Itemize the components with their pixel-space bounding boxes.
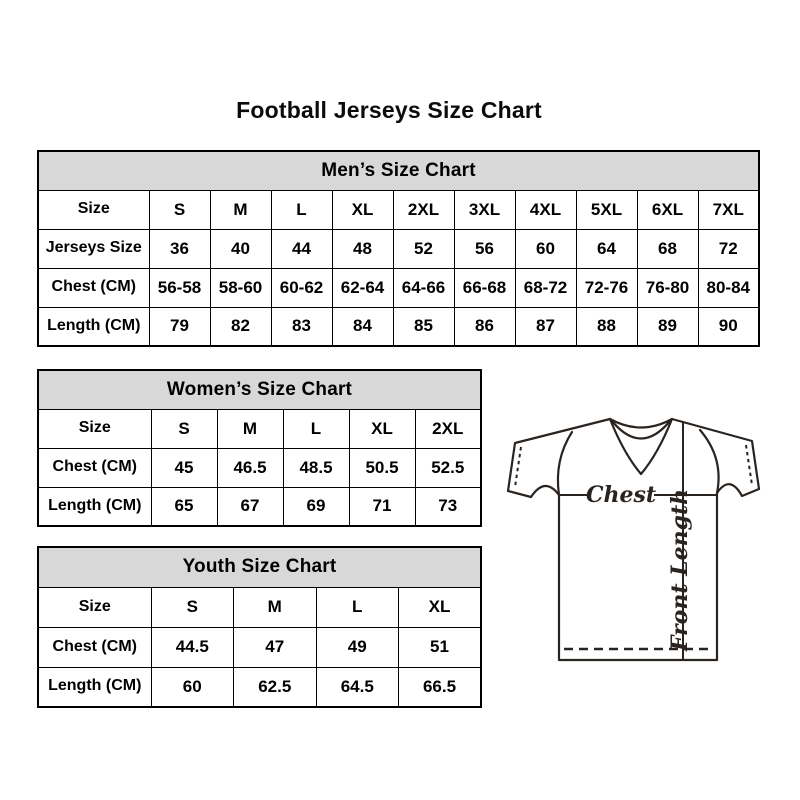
row-label: Size: [38, 190, 149, 229]
jersey-diagram-svg: [502, 410, 774, 674]
table-cell: S: [151, 587, 234, 627]
youth-size-table: [37, 546, 482, 708]
table-cell: 52.5: [415, 448, 481, 487]
table-cell: 86: [454, 307, 515, 346]
table-cell: 52: [393, 229, 454, 268]
left-cuff-dashed-line: [515, 447, 521, 487]
table-cell: 2XL: [393, 190, 454, 229]
table-cell: M: [234, 587, 317, 627]
table-cell: 76-80: [637, 268, 698, 307]
table-cell: 51: [399, 627, 482, 667]
table-cell: 83: [271, 307, 332, 346]
table-cell: 72-76: [576, 268, 637, 307]
table-cell: 56-58: [149, 268, 210, 307]
table-cell: 60: [515, 229, 576, 268]
table-cell: 45: [151, 448, 217, 487]
table-cell: 85: [393, 307, 454, 346]
table-cell: 50.5: [349, 448, 415, 487]
measurement-lines: [559, 421, 717, 660]
table-cell: XL: [399, 587, 482, 627]
table-cell: L: [271, 190, 332, 229]
table-cell: 60-62: [271, 268, 332, 307]
table-cell: 40: [210, 229, 271, 268]
table-row: [38, 307, 759, 346]
table-cell: 62.5: [234, 667, 317, 707]
table-cell: 62-64: [332, 268, 393, 307]
table-cell: 44: [271, 229, 332, 268]
table-cell: S: [151, 409, 217, 448]
row-label: Length (CM): [38, 667, 151, 707]
table-cell: 87: [515, 307, 576, 346]
table-header-row: [38, 151, 759, 190]
table-cell: 46.5: [217, 448, 283, 487]
table-cell: 72: [698, 229, 759, 268]
table-row: [38, 190, 759, 229]
table-row: [38, 409, 481, 448]
table-cell: 49: [316, 627, 399, 667]
table-row: [38, 229, 759, 268]
table-cell: 47: [234, 627, 317, 667]
table-row: [38, 448, 481, 487]
table-header-row: [38, 547, 481, 587]
table-cell: 71: [349, 487, 415, 526]
table-cell: 69: [283, 487, 349, 526]
table-cell: M: [210, 190, 271, 229]
table-row: [38, 268, 759, 307]
table-cell: 89: [637, 307, 698, 346]
table-cell: M: [217, 409, 283, 448]
table-cell: 67: [217, 487, 283, 526]
table-cell: 66.5: [399, 667, 482, 707]
table-cell: 90: [698, 307, 759, 346]
row-label: Chest (CM): [38, 627, 151, 667]
table-cell: 84: [332, 307, 393, 346]
row-label: Size: [38, 587, 151, 627]
table-cell: 58-60: [210, 268, 271, 307]
row-label: Length (CM): [38, 307, 149, 346]
table-cell: 3XL: [454, 190, 515, 229]
table-cell: 68-72: [515, 268, 576, 307]
table-cell: 5XL: [576, 190, 637, 229]
table-cell: 4XL: [515, 190, 576, 229]
jersey-outline: [508, 419, 759, 660]
table-cell: 68: [637, 229, 698, 268]
table-cell: 6XL: [637, 190, 698, 229]
table-cell: 64: [576, 229, 637, 268]
table-cell: 64-66: [393, 268, 454, 307]
table-cell: XL: [349, 409, 415, 448]
table-cell: S: [149, 190, 210, 229]
mens-size-table: [37, 150, 760, 347]
table-cell: 66-68: [454, 268, 515, 307]
table-cell: 82: [210, 307, 271, 346]
table-cell: 2XL: [415, 409, 481, 448]
row-label: Chest (CM): [38, 448, 151, 487]
table-cell: 88: [576, 307, 637, 346]
womens-table-title: Women’s Size Chart: [38, 370, 481, 409]
table-cell: 56: [454, 229, 515, 268]
womens-size-table: [37, 369, 482, 527]
table-cell: 73: [415, 487, 481, 526]
table-cell: 44.5: [151, 627, 234, 667]
table-row: [38, 667, 481, 707]
table-cell: 36: [149, 229, 210, 268]
table-cell: XL: [332, 190, 393, 229]
table-cell: 64.5: [316, 667, 399, 707]
page-title: Football Jerseys Size Chart: [236, 97, 542, 123]
row-label: Size: [38, 409, 151, 448]
table-cell: 60: [151, 667, 234, 707]
row-label: Length (CM): [38, 487, 151, 526]
chest-label: Chest: [585, 482, 657, 508]
front-length-label: Front Length: [667, 488, 693, 652]
table-cell: 48.5: [283, 448, 349, 487]
table-row: [38, 487, 481, 526]
table-row: [38, 587, 481, 627]
row-label: Jerseys Size: [38, 229, 149, 268]
right-cuff-dashed-line: [746, 445, 752, 485]
table-cell: 48: [332, 229, 393, 268]
table-row: [38, 627, 481, 667]
table-cell: 80-84: [698, 268, 759, 307]
row-label: Chest (CM): [38, 268, 149, 307]
mens-table-title: Men’s Size Chart: [38, 151, 759, 190]
table-cell: 65: [151, 487, 217, 526]
table-cell: L: [283, 409, 349, 448]
table-cell: 79: [149, 307, 210, 346]
table-cell: L: [316, 587, 399, 627]
table-cell: 7XL: [698, 190, 759, 229]
table-header-row: [38, 370, 481, 409]
jersey-measurement-diagram: [502, 410, 774, 674]
youth-table-title: Youth Size Chart: [38, 547, 481, 587]
